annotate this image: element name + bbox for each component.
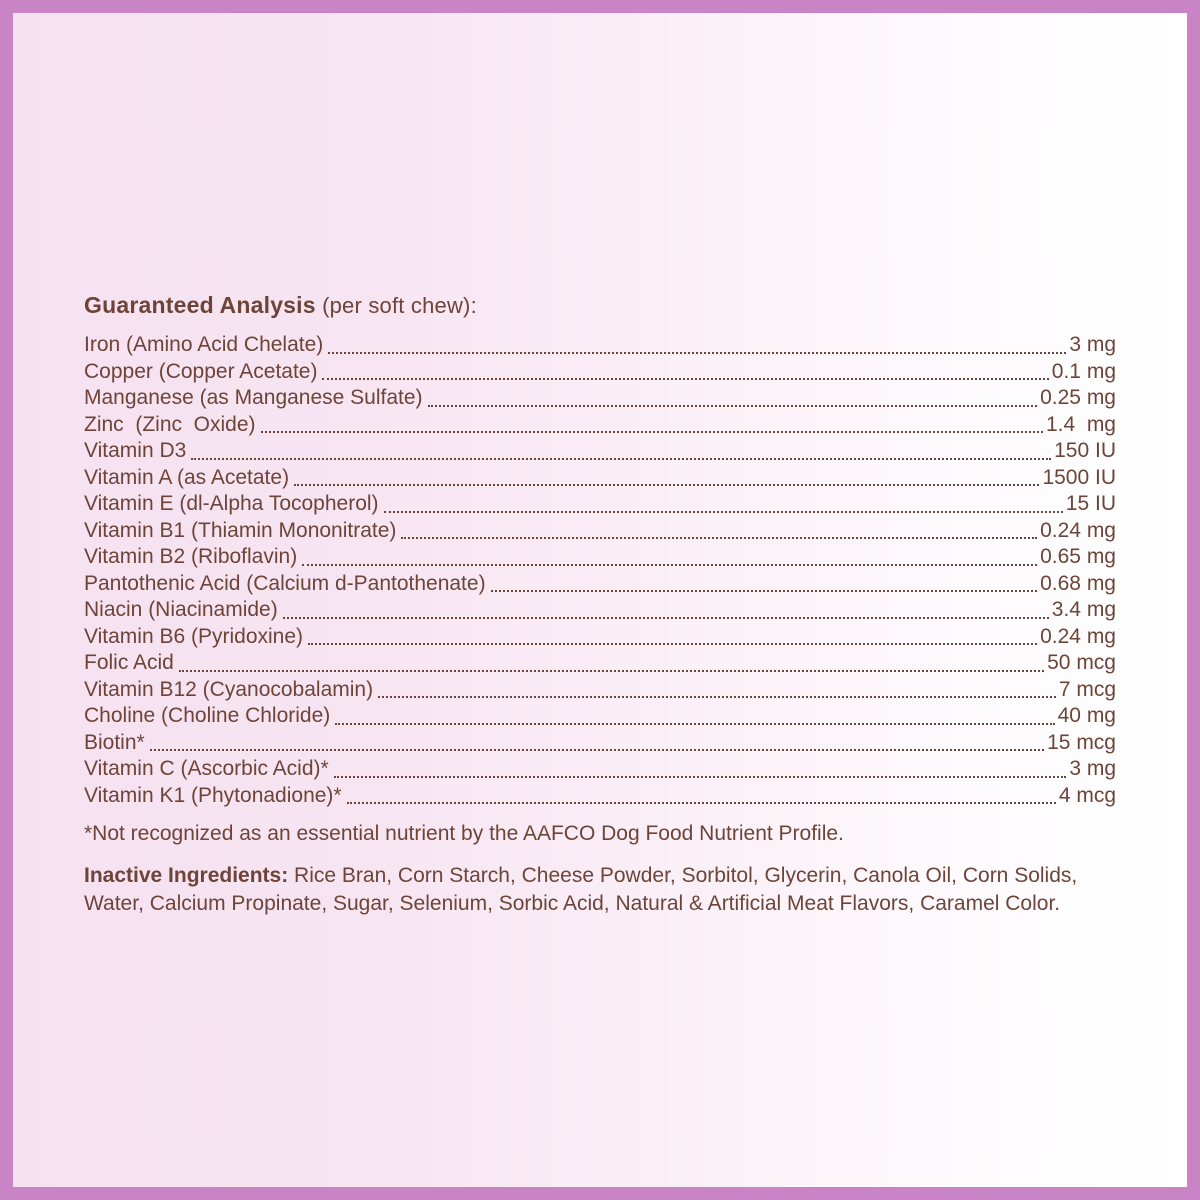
- nutrient-value: 4 mcg: [1058, 783, 1116, 807]
- nutrient-value: 50 mcg: [1047, 651, 1116, 674]
- dot-leader: [428, 405, 1038, 407]
- nutrient-row: [84, 491, 1116, 518]
- dot-leader: [328, 352, 1066, 354]
- nutrient-row: [84, 730, 1116, 757]
- nutrient-row: [84, 650, 1116, 677]
- dot-leader: [401, 537, 1037, 539]
- nutrient-value: 1500 IU: [1042, 465, 1116, 489]
- section-title-line: [84, 291, 1116, 320]
- nutrient-name: Niacin (Niacinamide): [84, 598, 278, 621]
- nutrient-value: 3 mg: [1069, 333, 1116, 356]
- nutrient-name: Vitamin K1 (Phytonadione)*: [84, 783, 342, 807]
- nutrient-row: [84, 385, 1116, 412]
- nutrient-name: Pantothenic Acid (Calcium d-Pantothenate): [84, 571, 486, 595]
- nutrient-name: Folic Acid: [84, 651, 174, 674]
- nutrient-row: [84, 518, 1116, 545]
- nutrient-row: [84, 597, 1116, 624]
- dot-leader: [283, 617, 1049, 619]
- dot-leader: [302, 564, 1037, 566]
- nutrient-row: [84, 756, 1116, 783]
- nutrient-name: Biotin*: [84, 730, 145, 754]
- dot-leader: [191, 458, 1051, 460]
- inactive-ingredients: [84, 862, 1116, 918]
- nutrient-row: [84, 412, 1116, 439]
- nutrient-name: Zinc (Zinc Oxide): [84, 412, 256, 436]
- nutrient-name: Vitamin B1 (Thiamin Mononitrate): [84, 518, 397, 542]
- nutrient-value: 0.65 mg: [1040, 545, 1116, 568]
- nutrient-value: 15 mcg: [1047, 730, 1116, 754]
- nutrient-name: Vitamin A (as Acetate): [84, 465, 290, 489]
- nutrient-row: [84, 624, 1116, 651]
- nutrient-value: 0.1 mg: [1051, 359, 1116, 383]
- nutrient-row: [84, 465, 1116, 492]
- nutrient-name: Vitamin E (dl-Alpha Tocopherol): [84, 492, 379, 515]
- nutrient-row: [84, 332, 1116, 359]
- section-title-suffix: (per soft chew):: [315, 293, 477, 318]
- nutrient-value: 7 mcg: [1058, 677, 1116, 701]
- aafco-footnote: *Not recognized as an essential nutrient by the AAFCO Dog Food Nutrient Profile.: [84, 822, 844, 845]
- nutrient-row: [84, 703, 1116, 730]
- dot-leader: [179, 670, 1044, 672]
- nutrient-list: [84, 332, 1116, 809]
- dot-leader: [308, 643, 1037, 645]
- nutrient-value: 3 mg: [1069, 757, 1116, 780]
- nutrient-name: Vitamin B6 (Pyridoxine): [84, 624, 304, 648]
- inactive-ingredients-text: Rice Bran, Corn Starch, Cheese Powder, Sorbitol, Glycerin, Canola Oil, Corn Solids, Water, Calcium Propinate, Sugar, Selenium, Sorbic Acid, Natural & Artificial Meat Flavors, Caramel Color.: [84, 864, 1078, 915]
- nutrient-value: 3.4 mg: [1051, 598, 1116, 621]
- nutrient-name: Copper (Copper Acetate): [84, 359, 318, 383]
- nutrient-row: [84, 677, 1116, 704]
- nutrient-name: Iron (Amino Acid Chelate): [84, 333, 324, 356]
- dot-leader: [347, 802, 1056, 804]
- dot-leader: [384, 511, 1063, 513]
- dot-leader: [378, 696, 1056, 698]
- dot-leader: [150, 749, 1044, 751]
- nutrient-row: [84, 571, 1116, 598]
- nutrient-name: Vitamin B2 (Riboflavin): [84, 545, 298, 568]
- inactive-ingredients-heading: Inactive Ingredients:: [84, 864, 289, 887]
- guaranteed-analysis-panel: [13, 13, 1187, 918]
- nutrient-value: 15 IU: [1065, 492, 1116, 515]
- nutrient-row: [84, 359, 1116, 386]
- nutrient-name: Manganese (as Manganese Sulfate): [84, 386, 423, 409]
- nutrient-row: [84, 783, 1116, 810]
- nutrient-name: Vitamin D3: [84, 439, 187, 462]
- nutrient-value: 150 IU: [1054, 439, 1116, 462]
- dot-leader: [334, 776, 1067, 778]
- nutrient-value: 0.24 mg: [1040, 624, 1116, 648]
- section-title: Guaranteed Analysis: [84, 292, 316, 318]
- dot-leader: [491, 590, 1038, 592]
- nutrient-row: [84, 544, 1116, 571]
- dot-leader: [322, 378, 1048, 380]
- nutrient-value: 0.24 mg: [1040, 518, 1116, 542]
- nutrient-value: 40 mg: [1057, 704, 1116, 727]
- nutrient-value: 0.68 mg: [1040, 571, 1116, 595]
- nutrient-row: [84, 438, 1116, 465]
- nutrient-name: Vitamin C (Ascorbic Acid)*: [84, 757, 329, 780]
- dot-leader: [294, 484, 1039, 486]
- dot-leader: [261, 431, 1043, 433]
- nutrient-name: Choline (Choline Chloride): [84, 704, 331, 727]
- dot-leader: [335, 723, 1054, 725]
- nutrient-value: 1.4 mg: [1045, 412, 1116, 436]
- nutrient-value: 0.25 mg: [1040, 386, 1116, 409]
- nutrient-name: Vitamin B12 (Cyanocobalamin): [84, 677, 374, 701]
